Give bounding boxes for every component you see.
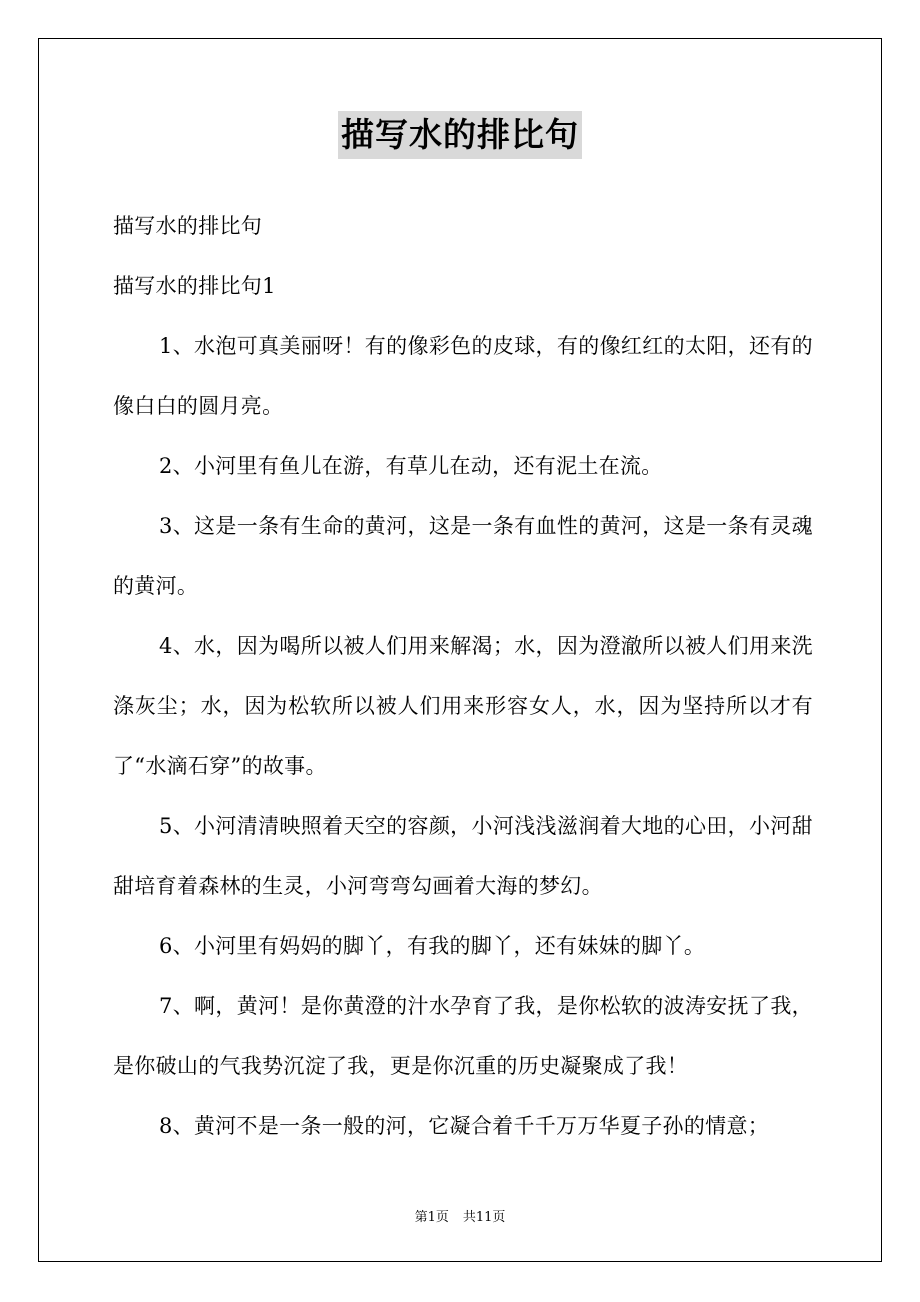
paragraph-2: 2、小河里有鱼儿在游，有草儿在动，还有泥土在流。: [159, 454, 663, 478]
page-number: 第1页: [414, 1210, 449, 1225]
section-heading: 描写水的排比句1: [113, 274, 276, 298]
paragraph-1: 1、水泡可真美丽呀！有的像彩色的皮球，有的像红红的太阳，还有的像白白的圆月亮。: [113, 334, 813, 418]
paragraph-4: 4、水，因为喝所以被人们用来解渴；水，因为澄澈所以被人们用来洗涤灰尘；水，因为松软所以被人们用来形容女人，水，因为坚持所以才有了“水滴石穿”的故事。: [113, 634, 813, 778]
paragraph-8: 8、黄河不是一条一般的河，它凝合着千千万万华夏子孙的情意；: [159, 1114, 770, 1138]
page-footer: [0, 1206, 920, 1225]
paragraph-6: 6、小河里有妈妈的脚丫，有我的脚丫，还有妹妹的脚丫。: [159, 934, 706, 958]
subtitle: 描写水的排比句: [113, 214, 263, 238]
document-body: [113, 196, 813, 1156]
document-title: 描写水的排比句: [338, 111, 582, 159]
paragraph-7: 7、啊，黄河！是你黄澄的汁水孕育了我，是你松软的波涛安抚了我，是你破山的气我势沉淀了我，更是你沉重的历史凝聚成了我！: [113, 994, 813, 1078]
paragraph-3: 3、这是一条有生命的黄河，这是一条有血性的黄河，这是一条有灵魂的黄河。: [113, 514, 813, 598]
title-container: [0, 111, 920, 159]
paragraph-5: 5、小河清清映照着天空的容颜，小河浅浅滋润着大地的心田，小河甜甜培育着森林的生灵，小河弯弯勾画着大海的梦幻。: [113, 814, 813, 898]
page-total: 共11页: [462, 1210, 506, 1225]
